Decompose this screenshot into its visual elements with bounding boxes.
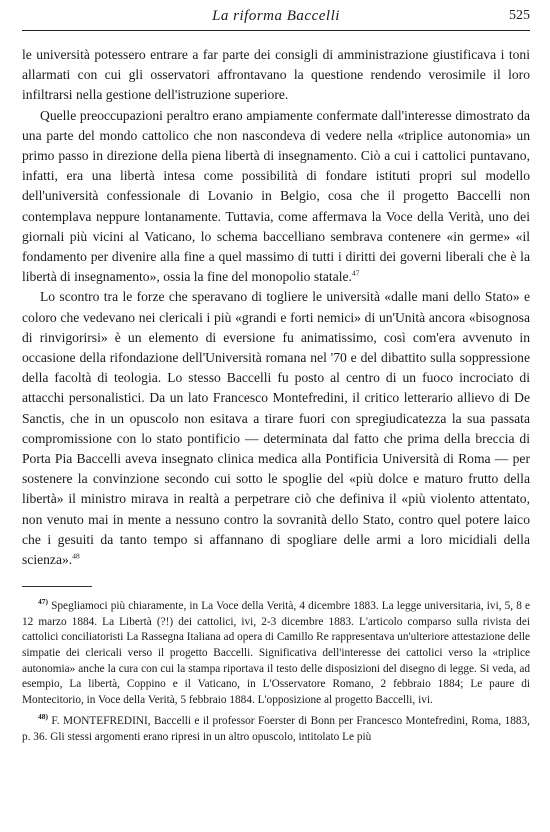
footnote-48-number: 48) <box>38 712 48 722</box>
note-ref-47[interactable]: 47 <box>351 268 360 278</box>
note-ref-48[interactable]: 48 <box>72 551 80 561</box>
footnote-47 <box>22 599 530 708</box>
page-number: 525 <box>509 8 530 23</box>
running-head <box>22 6 530 31</box>
paragraph-3 <box>22 287 530 570</box>
footnote-47-number: 47) <box>38 597 48 607</box>
paragraph-3-text: Lo scontro tra le forze che speravano di togliere le università «dalle mani dello Stato» e coloro che vedevano nei clericali i più «grandi e forti nemici» di un'Unità ancora «bisognosa di rinvigorirsi» è un elemento di eversione fu animatissimo, così com'era avvenuto in occasione della rifondazione dell'Università romana nel '70 e del dibattito sulla soppressione della facoltà di teologia. Lo stesso Baccelli fu posto al centro di un fuoco incrociato di attacchi personalistici. Da un lato Francesco Montefredini, il critico letterario allievo di De Sanctis, che in un opuscolo non esitava a tirare fuori con spregiudicatezza la sua passata compromissione con lo stato pontificio — determinata dal fatto che prima della breccia di Porta Pia Baccelli aveva insegnato clinica medica alla Pontificia Università di Roma — per sostenere la convinzione secondo cui sotto le spoglie del «più dolce e maturo frutto della libertà» il ministro mirava in realtà a perpetrare ciò che definiva il «più violento attentato, non venuto mai in mente a nessuno contro la sovranità dello Stato, contro quel potere laico che i gesuiti da tanto tempo si affannano di spogliare delle armi a loro micidiali della scienza». <box>22 289 530 568</box>
footnotes <box>22 599 530 745</box>
paragraph-2 <box>22 106 530 288</box>
footnote-48 <box>22 714 530 745</box>
footnote-48-text: F. MONTEFREDINI, Baccelli e il professor Foerster di Bonn per Francesco Montefredini, Roma, 1883, p. 36. Gli stessi argomenti erano ripresi in un altro opuscolo, intitolato Le più <box>22 715 530 744</box>
paragraph-2-text: Quelle preoccupazioni peraltro erano ampiamente confermate dall'interesse dimostrato da una parte del mondo cattolico che non nascondeva di vedere nella «triplice autonomia» un primo passo in direzione della piena libertà di insegnamento. Ciò a cui i cattolici puntavano, infatti, era una libertà intesa come possibilità di fondare istituti propri sul modello dell'università confessionale di Lovanio in Belgio, cosa che il progetto Baccelli non contemplava neppure lontanamente. Tuttavia, come affermava la Voce della Verità, uno dei giornali più vicini al Vaticano, lo schema baccelliano sembrava contenere «in germe» «il fondamento per divenire alla fine a quel massimo di tutti i diritti dei governi liberali che è la libertà di insegnamento», ossia la fine del monopolio statale. <box>22 107 530 285</box>
paragraph-1 <box>22 45 530 106</box>
body-text <box>22 45 530 570</box>
footnote-rule <box>22 586 92 587</box>
book-page <box>22 6 530 752</box>
footnote-47-text: Spegliamoci più chiaramente, in La Voce della Verità, 4 dicembre 1883. La legge universitaria, ivi, 5, 8 e 12 marzo 1884. La Libertà (?!) dei cattolici, ivi, 2-3 dicembre 1883. L'articolo comparso sulla rivista dei cattolici conciliatoristi La Rassegna Italiana ad opera di Camillo Re rappresentava un'ulteriore attestazione delle simpatie dei clericali verso il progetto Baccelli. Significativa dell'interesse dei cattolici verso la «triplice autonomia» anche la cura con cui la stampa riportava il testo delle disposizioni del disegno di legge. Si veda, ad esempio, La libertà, Coppino e il Vaticano, in L'Osservatore Romano, 2 febbraio 1884; Le paure di Montecitorio, in Voce della Verità, 5 febbraio 1884. L'opposizione al progetto Baccelli, ivi. <box>22 600 530 706</box>
running-title: La riforma Baccelli <box>212 8 340 24</box>
paragraph-1-text: le università potessero entrare a far parte dei consigli di amministrazione giustificava i toni allarmati con cui gli osservatori affrontavano la questione rendendo verosimile il loro infiltrarsi nella gestione dell'istruzione superiore. <box>22 47 530 103</box>
